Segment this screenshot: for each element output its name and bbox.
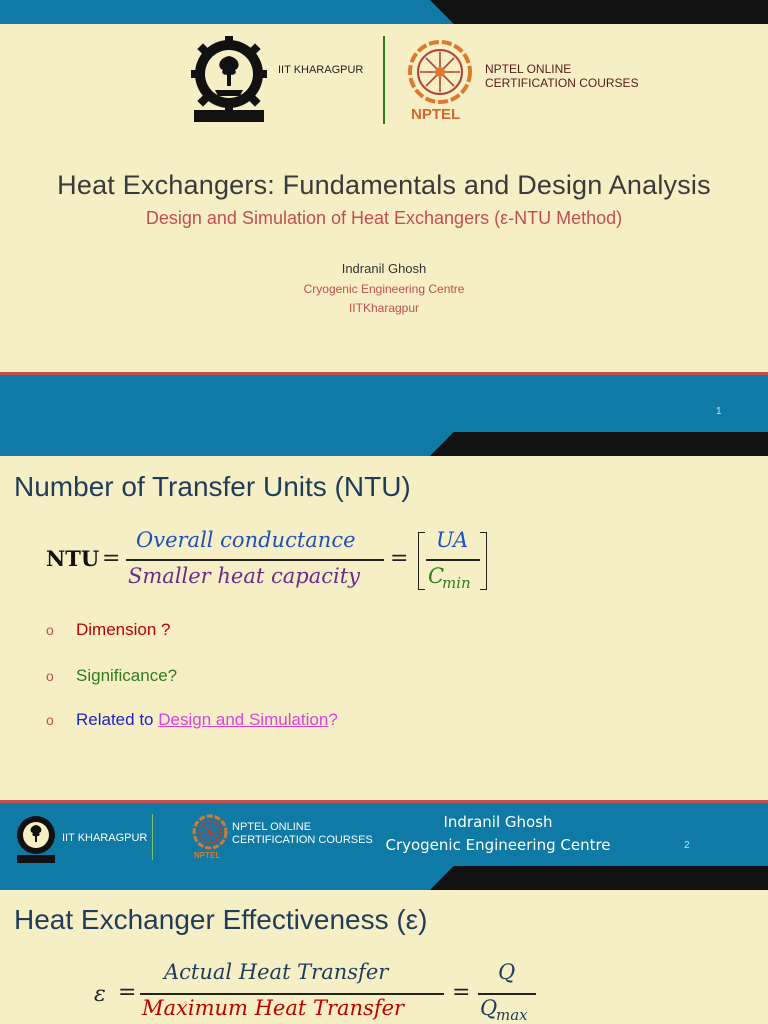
presentation-title: Heat Exchangers: Fundamentals and Design Analysis [57, 170, 711, 200]
slide2-red-line [0, 800, 768, 803]
design-simulation-link[interactable]: Design and Simulation [158, 710, 329, 729]
ntu-heading: Number of Transfer Units (NTU) [14, 471, 411, 502]
effectiveness-rhs-denominator: Q [480, 996, 498, 1020]
author-name: Indranil Ghosh [341, 261, 427, 276]
effectiveness-equals-2: = [452, 980, 471, 1005]
ntu-formula-left-bracket [418, 532, 425, 590]
footer-iit-logo [14, 814, 58, 864]
iit-kharagpur-logo [190, 36, 268, 124]
footer-nptel-logo-text: NPTEL [194, 851, 221, 860]
ntu-formula-rhs-numerator: UA [436, 528, 469, 552]
bullet-marker: o [46, 712, 54, 728]
ntu-formula [46, 526, 506, 596]
bullet-text: Dimension ? [76, 620, 171, 639]
footer-iit-label: IIT KHARAGPUR [62, 832, 148, 844]
bullet-marker: o [46, 622, 54, 638]
footer-nptel-line2: CERTIFICATION COURSES [232, 834, 373, 846]
bullet-text: Significance? [76, 666, 178, 685]
nptel-logo-text: NPTEL [411, 106, 461, 123]
slide1-top-wedge [430, 0, 768, 24]
ntu-formula-rhs-fraction-line [426, 559, 480, 561]
footer-logo-divider [152, 814, 153, 860]
ntu-formula-right-bracket [480, 532, 487, 590]
slide1-red-line [0, 372, 768, 375]
effectiveness-rhs-fraction-line [478, 993, 536, 995]
slide-number-2: 2 [684, 840, 690, 851]
ntu-formula-numerator: Overall conductance [136, 528, 356, 552]
ntu-formula-equals-1: = [102, 546, 121, 571]
slide-number-1: 1 [716, 406, 722, 417]
footer-nptel-logo [190, 812, 230, 852]
ntu-formula-equals-2: = [390, 546, 409, 571]
nptel-online-line2: CERTIFICATION COURSES [485, 76, 639, 90]
effectiveness-formula [94, 956, 554, 1024]
bullet-text [76, 710, 338, 730]
affiliation-institute: IITKharagpur [348, 301, 420, 315]
affiliation-centre: Cryogenic Engineering Centre [303, 282, 465, 296]
effectiveness-denominator: Maximum Heat Transfer [142, 996, 405, 1020]
nptel-online-line1: NPTEL ONLINE [485, 62, 572, 76]
bullet-prefix: Related to [76, 710, 159, 729]
ntu-formula-fraction-line [126, 559, 384, 561]
bullet-marker: o [46, 668, 54, 684]
effectiveness-numerator: Actual Heat Transfer [164, 960, 389, 984]
effectiveness-equals-1: = [118, 980, 137, 1005]
ntu-formula-lhs: NTU [46, 546, 100, 571]
iit-kharagpur-label: IIT KHARAGPUR [278, 64, 364, 76]
effectiveness-rhs-numerator: Q [498, 960, 516, 984]
ntu-formula-rhs-denominator: C [428, 564, 445, 588]
slide1-bottom-wedge [430, 432, 768, 456]
effectiveness-rhs-subscript: max [496, 1006, 528, 1024]
ntu-formula-rhs-subscript: min [442, 574, 471, 592]
bullet-suffix: ? [328, 710, 338, 729]
effectiveness-fraction-line [140, 993, 444, 995]
presentation-subtitle: Design and Simulation of Heat Exchangers (ε-NTU Method) [145, 208, 623, 228]
logo-divider [383, 36, 385, 124]
slide2-footer-wedge [430, 866, 768, 890]
effectiveness-heading: Heat Exchanger Effectiveness (ε) [14, 904, 428, 935]
footer-nptel-line1: NPTEL ONLINE [232, 821, 312, 833]
effectiveness-lhs: ε [94, 982, 106, 1007]
footer-centre: Cryogenic Engineering Centre [385, 836, 611, 854]
footer-author: Indranil Ghosh [443, 813, 553, 831]
ntu-formula-denominator: Smaller heat capacity [128, 564, 361, 588]
